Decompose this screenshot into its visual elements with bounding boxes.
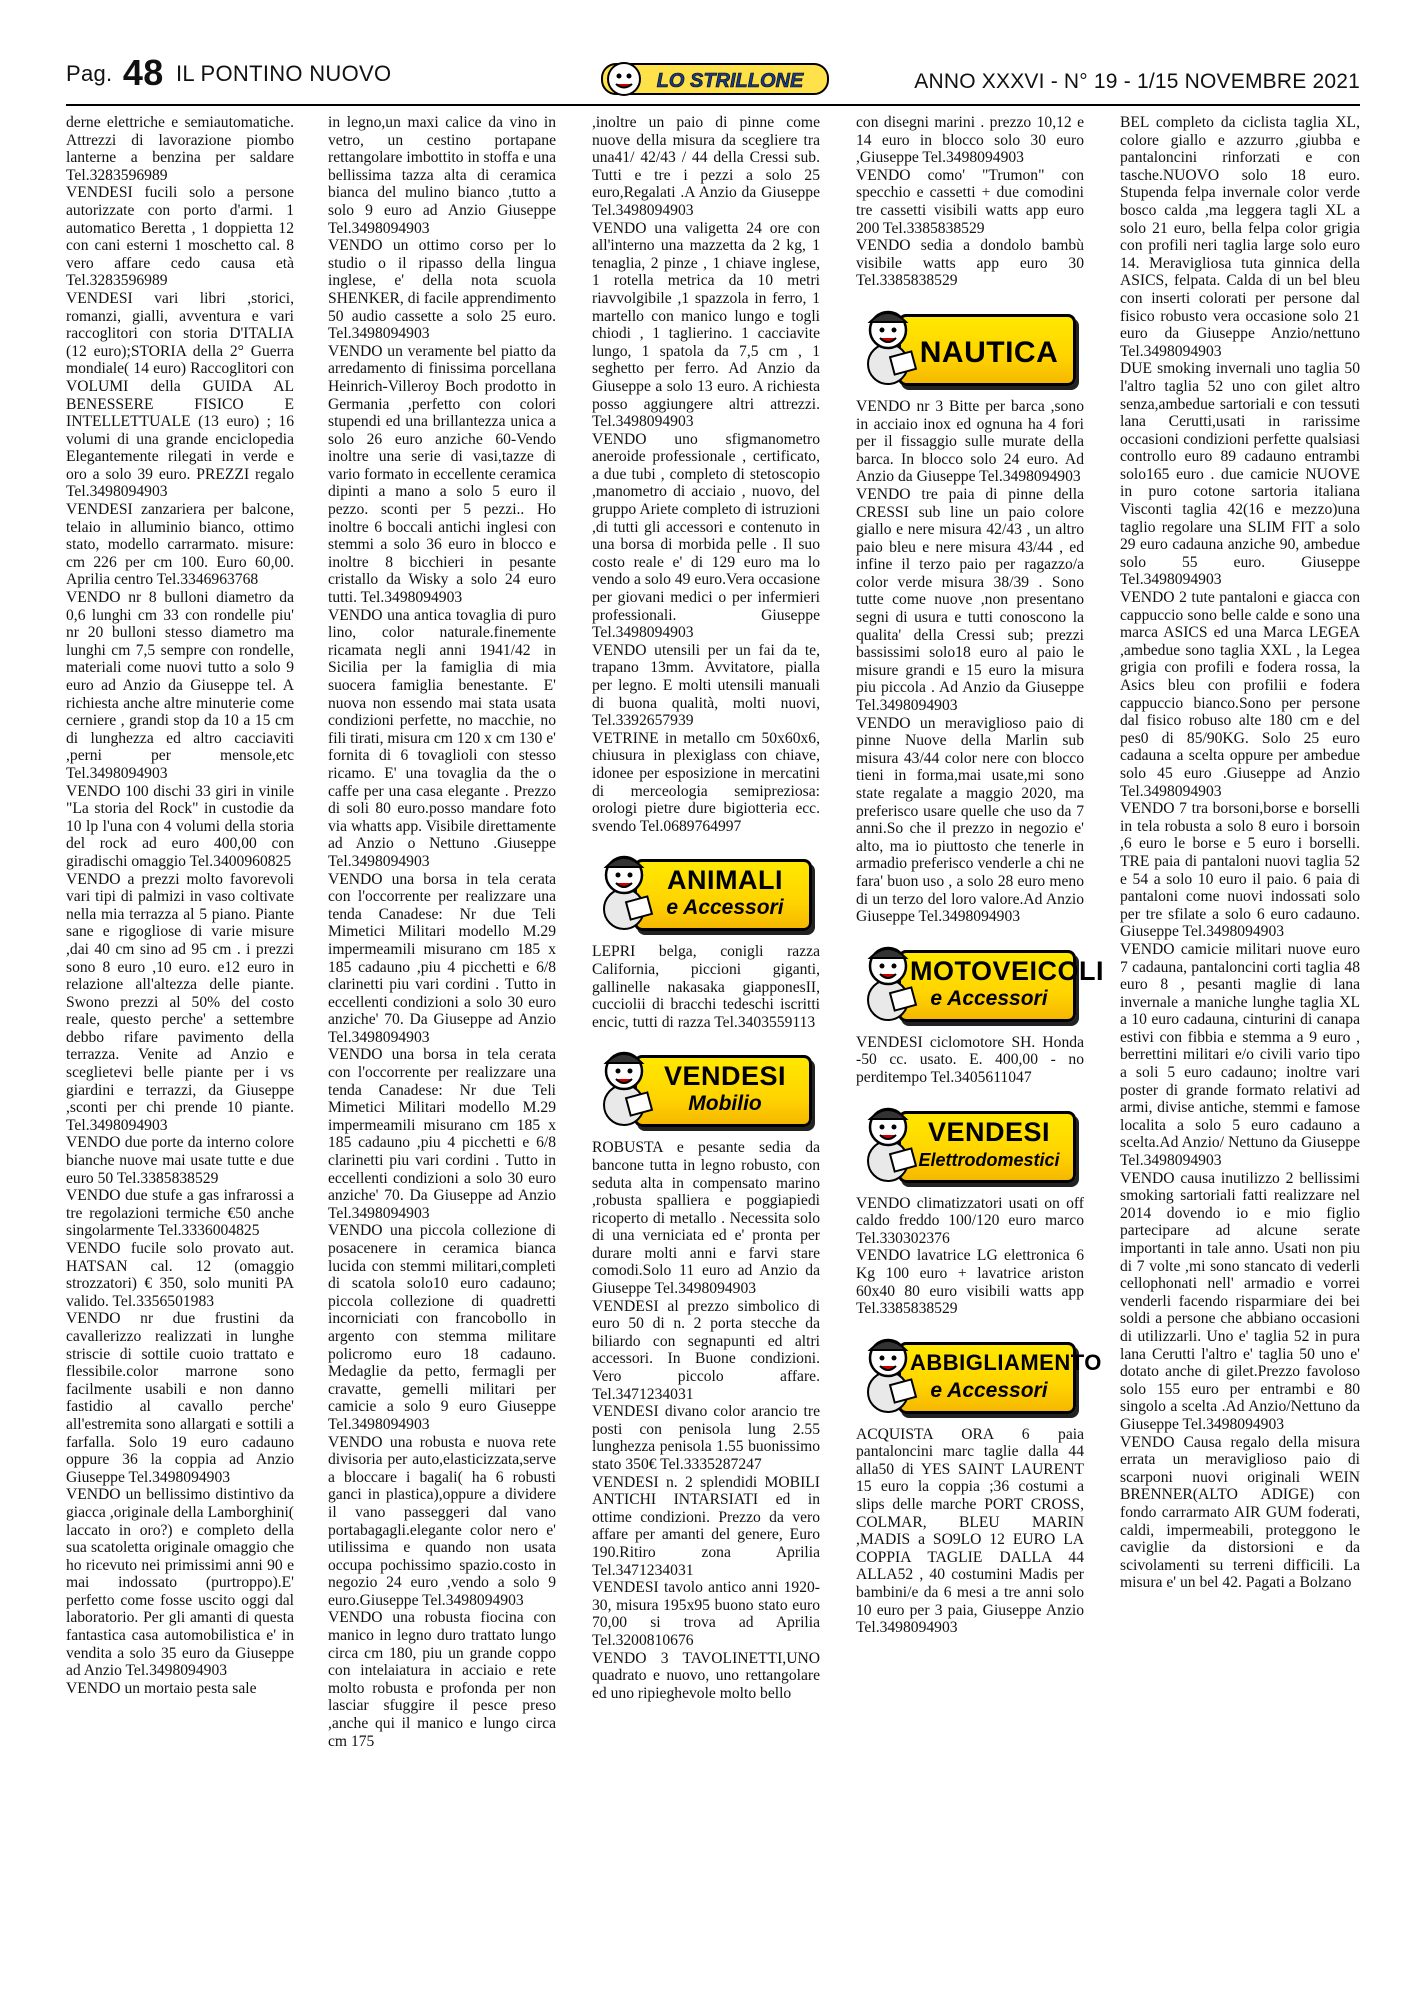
section-banner [858,936,1105,1024]
classified-ad: VENDO un mortaio pesta sale [66,1679,257,1697]
banner-subtitle: e Accessori [930,986,1048,1010]
classified-ad: VENDO due porte da interno colore bianche nuove mai usate tutte e due euro 50 Tel.3385838529 [66,1134,294,1187]
issue-info: ANNO XXXVI - N° 19 - 1/15 NOVEMBRE 2021 [914,70,1360,93]
newsboy-mascot-icon [594,1043,654,1127]
classified-ad: VENDESI vari libri ,storici, romanzi, gialli, avventura e vari raccoglitori con storia D'ITALIA (12 euro);STORIA della 2° Guerra mondiale( 14 euro) Raccoglitori con VOLUMI della GUIDA AL BENESSERE FISICO E INTELLETTUALE (13 euro) ; 16 volumi di una grande enciclopedia Elegantemente rilegati in verde e oro a solo 39 euro. PREZZI regalo Tel.3498094903 [66,289,294,501]
header-rule [66,104,1360,106]
page-header [66,52,1360,100]
banner-title: VENDESI [663,1061,787,1092]
classified-ad: ,inoltre un paio di pinne come nuove della misura da scegliere tra una41/ 42/43 / 44 della Cressi sub. Tutti e tre i pezzi a solo 25 euro,Regalati .A Anzio da Giuseppe Tel.3498094903 [592,114,820,219]
classified-ad: VENDO como' "Trumon" con specchio e cassetti + due comodini tre cassetti visibili watts app euro 200 Tel.3385838529 [856,166,1084,237]
logo-text: LO STRILLONE [656,70,804,92]
page-number: 48 [122,52,164,93]
classified-ad: VENDO nr 3 Bitte per barca ,sono in acciaio inox ed ognuna ha 4 fori per il fissaggio sulle murate della barca. In blocco solo 24 euro. Ad Anzio da Giuseppe Tel.3498094903 [856,397,1084,486]
newsboy-mascot-icon [858,1099,918,1183]
classified-ad: ROBUSTA e pesante sedia da bancone tutta in legno robusto, con seduta alta in compensato marino ,robusta spalliera e poggiapiedi ricoperto di metallo . Necessita solo di una verniciata ed e' pronta per durare molti anni e farvi stare comodi.Solo 11 euro ad Anzio da Giuseppe Tel.3498094903 [592,1139,820,1298]
banner-subtitle: e Accessori [666,896,784,920]
newsboy-mascot-icon [858,938,918,1022]
classified-ad: VENDO una valigetta 24 ore con all'interno una mazzetta da 2 kg, 1 tenaglia, 2 pinze , 1 chiave inglese, 1 rotella metrica da 10 metri riavvolgibile ,1 spazzola in ferro, 1 martello con manico lungo e togli chiodi , 1 taglierino. 1 cacciavite lungo, 1 spatola da 7,5 cm , 1 seghetto per ferro. Ad Anzio da Giuseppe a solo 13 euro. A richiesta posso aggiungere altri attrezzi. Tel.3498094903 [592,219,820,431]
section-banner [858,300,1072,388]
page-label: Pag. [66,61,113,86]
column-1 [66,114,294,1974]
classified-ad: VENDO camicie militari nuove euro 7 cadauna, pantaloncini corti taglia 48 euro 8 , pesanti maglie di lana invernale a maniche lunghe taglia XL a 10 euro cadauna, cinturini di canapa estivi con fibbia e stemma a 9 euro , berrettini militari e/o civili vario tipo a soli 5 euro cadauno; inoltre vari poster di grande formato relativi ad armi, divise antiche, stemmi e famose localita a solo 5 euro cadauno a scelta.Ad Anzio/ Nettuno da Giuseppe Tel.3498094903 [1120,940,1360,1170]
classified-ad: derne elettriche e semiautomatiche. Attrezzi di lavorazione piombo lanterne a benzina per saldare Tel.3283596989 [66,114,294,184]
classified-ad: VENDO 2 tute pantaloni e giacca con cappuccio sono belle calde e sono una marca ASICS ed una Marca LEGEA ,ambedue sono taglia XXL , la Legea grigia con profili e fodera rossa, la Asics bleu con profilii e fodera cappuccio bianco.Sono per persone dal fisico robuso alte 180 cm e del pes0 di 85/90KG. Solo 25 euro cadauna a scelta oppure per ambedue solo 45 euro .Giuseppe ad Anzio Tel.3498094903 [1120,589,1360,800]
classified-ad: VENDO tre paia di pinne della CRESSI sub line un paio colore giallo e nere misura 42/43 , un altro paio bleu e nere misura 43/44 , ed infine il terzo paio per ragazzo/a color verde misura 38/39 . Sono tutte come nuove ,non presentano segni di usura e tutti conoscono la qualita' della Cressi sub; prezzi bassissimi solo18 euro al paio le misure grandi e 15 euro la misura piu piccola . Ad Anzio da Giuseppe Tel.3498094903 [856,485,1084,715]
classified-ad: VENDO un ottimo corso per lo studio o il ripasso della lingua inglese, e' della nota scuola SHENKER, di facile apprendimento 50 audio cassette a solo 25 euro. Tel.3498094903 [328,237,556,343]
classified-ad: VENDO un veramente bel piatto da arredamento di finissima porcellana Heinrich-Villeroy Boch prodotto in Germania ,perfetto con colori stupendi ed una brillantezza unica a solo 26 euro anziche 60-Vendo inoltre una serie di vasi,tazze di vario formato in eccellente ceramica dipinti a mano a solo 5 euro il pezzo. sconti per 5 pezzi.. Ho inoltre 6 boccali antichi inglesi con stemmi a solo 36 euro in blocco e inoltre 8 bicchieri in pesante cristallo da Wisky a solo 24 euro tutti. Tel.3498094903 [328,342,556,607]
classified-ad: VENDO nr due frustini da cavallerizzo realizzati in lunghe striscie di sottile cuoio trattato e flessibile.color marrone sono facilmente usabili e non danno fastidio al cavallo perche' all'estremita sono allargati e sottili a farfalla. Solo 19 euro cadauno oppure 36 la coppia ad Anzio Giuseppe Tel.3498094903 [66,1310,294,1486]
classified-ad: VENDO 100 dischi 33 giri in vinile "La storia del Rock" in custodie da 10 lp l'una con 4 volumi della storia del rock ad euro 400,00 con giradischi omaggio Tel.3400960825 [66,782,294,870]
classified-ad: BEL completo da ciclista taglia XL, colore giallo e azzurro ,giubba e pantaloncini rinforzati e con tasche.NUOVO solo 18 euro. Stupenda felpa invernale color verde bosco calda ,ma leggera tagli XL a solo 21 euro, bella felpa color grigia con profili neri taglia large solo euro 14. Meravigliosa tuta ginnica della ASICS, felpata. Calda di un bel bleu con inserti colorati per persone dal fisico robusto vera occasione solo 21 euro da Giuseppe Anzio/nettuno Tel.3498094903 [1120,114,1360,360]
classified-ad: VENDO nr 8 bulloni diametro da 0,6 lunghi cm 33 con rondelle piu' nr 20 bulloni stesso diametro ma lunghi cm 7,5 sempre con rondelle, materiali come nuovi tutto a solo 9 euro ad Anzio da Giuseppe tel. A richiesta anche altre minuterie come cerniere , grandi stop da 10 a 15 cm di lunghezza ed altro cacciaviti ,perni per mensole,etc Tel.3498094903 [66,589,294,782]
banner-title: VENDESI [927,1116,1051,1147]
classified-ad: VENDO lavatrice LG elettronica 6 Kg 100 euro + lavatrice ariston 60x40 80 euro visibili watts app Tel.3385838529 [856,1247,1084,1318]
banner-title: ABBIGLIAMENTO [910,1349,1102,1375]
classified-ad: VENDO climatizzatori usati on off caldo freddo 100/120 euro marco Tel.330302376 [856,1194,1084,1247]
classified-ad: VETRINE in metallo cm 50x60x6, chiusura in plexiglass con chiave, idonee per esposizione in mercatini di merceologia semipreziosa: orologi pietre dure bigiotteria ecc. svendo Tel.0689764997 [592,729,820,835]
banner-subtitle: Elettrodomestici [918,1149,1060,1170]
classified-ad: VENDO un meraviglioso paio di pinne Nuove della Marlin sub misura 43/44 color nere con blocco tieni in forma,mai usate,mi sono state regalate a maggio 2020, ma preferisco usare quelle che uso da 7 anni.So che il prezzo in negozio e' alto, ma io piuttosto che tenerle in armadio preferisco venderle a chi ne fara' buon uso , a solo 28 euro meno di un terzo del loro valore.Ad Anzio Giuseppe Tel.3498094903 [856,714,1084,926]
newsboy-mascot-icon [594,847,654,931]
banner-title: ANIMALI [667,865,783,896]
classified-ad: VENDO causa inutilizzo 2 bellissimi smoking sartoriali fatti realizzare nel 2014 dovendo io e mio figlio partecipare ad alcune serate importanti in tale anno. Usati non piu di 7 volte ,mi sono stancato di vederli cellophonati nell' armadio e vorrei venderli facendo risparmiare dei bei soldi a persone che abbiano occasioni di utilizzarli. Uno e' taglia 52 in pura lana Cerutti l'altro e' taglia 50 uno e' dotato anche di gilet.Prezzo favoloso solo 155 euro per entrambi e 80 singolo a scelta .Ad Anzio/Nettuno da Giuseppe Tel.3498094903 [1120,1169,1360,1433]
lo-strillone-logo [600,60,830,98]
newsboy-mascot-icon [858,302,918,386]
classified-ad: VENDO una borsa in tela cerata con l'occorrente per realizzare una tenda Canadese: Nr due Teli Mimetici Militari modello M.29 impermeamili misurano cm 185 x 185 cadauno ,piu 4 picchetti e 6/8 clarinetti piu vari cordini . Tutto in eccellenti condizioni a solo 30 euro anziche' 70. Da Giuseppe ad Anzio Tel.3498094903 [328,870,556,1046]
classified-ad: VENDESI zanzariera per balcone, telaio in alluminio bianco, ottimo stato, modello carrarmato. misure: cm 226 per cm 100. Euro 60,00. Aprilia centro Tel.3346963768 [66,501,294,589]
classified-ad: VENDO sedia a dondolo bambù visibile watts app euro 30 Tel.3385838529 [856,237,1084,290]
classified-ad: VENDESI ciclomotore SH. Honda -50 cc. usato. E. 400,00 - no perditempo Tel.3405611047 [856,1033,1084,1086]
section-banner [594,1041,808,1129]
classified-ad: con disegni marini . prezzo 10,12 e 14 euro in blocco solo 30 euro ,Giuseppe Tel.3498094903 [856,114,1084,167]
classified-ad: in legno,un maxi calice da vino in vetro, un cestino portapane rettangolare imbottito in stoffa e una bellissima tazza alta di ceramica bianca del mulino bianco ,tutto a solo 9 euro ad Anzio Giuseppe Tel.3498094903 [328,114,556,237]
newspaper-name: IL PONTINO NUOVO [175,61,392,86]
classified-ad: VENDO una robusta e nuova rete divisoria per auto,elasticizzata,serve a bloccare i bagali( ha 6 robusti ganci in plastica),oppure a dividere il vano passeggeri dal vano portabagagli.elegante color nero e' utilissima e quando non usata occupa pochissimo spazio.costo in negozio 24 euro ,vendo a solo 9 euro.Giuseppe Tel.3498094903 [328,1433,556,1609]
classified-ad: VENDO un bellissimo distintivo da giacca ,originale della Lamborghini( laccato in oro?) e completo della sua scatoletta originale omaggio che ho ricevuto nei primissimi anni 90 e mai indossato (purtroppo).E' perfetto come fosse uscito oggi dal laboratorio. Per gli amanti di questa fantastica casa automobilistica e' in vendita a solo 35 euro da Giuseppe ad Anzio Tel.3498094903 [66,1486,294,1680]
classified-ad: VENDO fucile solo provato aut. HATSAN cal. 12 (omaggio strozzatori) € 350, solo muniti PA valido. Tel.3356501983 [66,1240,294,1310]
banner-subtitle: Mobilio [688,1092,762,1116]
classified-ad: VENDESI divano color arancio tre posti con penisola lung 2.55 lunghezza penisola 1.55 buonissimo stato 350€ Tel.3335287247 [592,1403,820,1473]
banner-title: MOTOVEICOLI [910,955,1105,986]
classified-ad: VENDESI al prezzo simbolico di euro 50 di n. 2 porta stecche da biliardo con segnapunti ed altri accessori. In Buone condizioni. Vero piccolo affare. Tel.3471234031 [592,1297,820,1403]
classified-ad: VENDO Causa regalo della misura errata un meraviglioso paio di scarponi nuovi originali WEIN BRENNER(ALTO ADIGE) con fondo carrarmato AIR GUM foderati, caldi, impermeabili, proteggono le caviglie da distorsioni e da scivolamenti su terreni difficili. La misura e' un bel 42. Pagati a Bolzano [1120,1433,1360,1592]
classified-ad: VENDO uno sfigmanometro aneroide professionale , certificato, a due tubi , completo di stetoscopio ,manometro di acciaio , nuovo, del gruppo Ariete completo di istruzioni ,di tutti gli accessori e contenuto in una borsa di morbida pelle . Il suo costo reale e' di 129 euro ma lo vendo a solo 49 euro.Vera occasione per giovani medici o per infermieri professionali. Giuseppe Tel.3498094903 [592,430,820,642]
classified-ad: VENDO 3 TAVOLINETTI,UNO quadrato e nuovo, uno rettangolare ed uno ripieghevole molto bello [592,1649,820,1702]
classified-ad: LEPRI belga, conigli razza California, piccioni giganti, gallinelle nakasaka giapponesII, cucciolii di bracchi tedeschi iscritti encic, tutti di razza Tel.3403559113 [592,943,820,1031]
column-2 [328,114,556,1974]
classified-ad: VENDESI n. 2 splendidi MOBILI ANTICHI INTARSIATI ed in ottime condizioni. Prezzo da vero affare per amanti del genere, Euro 190.Ritiro zona Aprilia Tel.3471234031 [592,1473,820,1579]
classified-ad: ACQUISTA ORA 6 paia pantaloncini marc taglie dalla 44 alla50 di YES SAINT LAURENT 15 euro la coppia ;36 costumi a slips delle marche PORT CROSS, COLMAR, BLEU MARIN ,MADIS a SO9LO 12 EURO LA COPPIA TAGLIE DALLA 44 ALLA52 , 40 costumini Madis per bambini/e da 6 mesi a tre anni solo 10 euro per 3 paia, Giuseppe Anzio Tel.3498094903 [856,1425,1084,1637]
section-banner [594,845,808,933]
classified-ad: VENDO due stufe a gas infrarossi a tre regolazioni termiche €50 anche singolarmente Tel.3336004825 [66,1187,294,1240]
classified-ad: VENDO una piccola collezione di posacenere in ceramica bianca lucida con stemmi militari,completi di scatola solo10 euro cadauno; piccola collezione di quadretti incorniciati con francobollo in argento con stemma militare policromo euro 18 cadauno. Medaglie da petto, fermagli per cravatte, gemelli militari per camicie a solo 9 euro Giuseppe Tel.3498094903 [328,1222,556,1433]
column-5 [1120,114,1360,1974]
classified-ad: VENDO una borsa in tela cerata con l'occorrente per realizzare una tenda Canadese: Nr due Teli Mimetici Militari modello M.29 impermeamili misurano cm 185 x 185 cadauno ,piu 4 picchetti e 6/8 clarinetti piu vari cordini . Tutto in eccellenti condizioni a solo 30 euro anziche' 70. Da Giuseppe ad Anzio Tel.3498094903 [328,1046,556,1222]
column-3 [592,114,820,1974]
classified-ad: VENDO a prezzi molto favorevoli vari tipi di palmizi in vaso coltivate nella mia terrazza al 5 piano. Piante sane e rigogliose di varie misure ,dai 40 cm sino ad 95 cm . i prezzi sono 8 euro ,10 euro. e12 euro in relazione all'altezza delle piante. Swono prezzi al 50% del costo reale, questo perche' a settembre debbo rifare pavimento della terrazza. Venite ad Anzio e sceglietevi belle piante per i vs giardini e terrazzi, da Giuseppe ,sconti per chi prende 10 piante. Tel.3498094903 [66,870,294,1134]
classified-ad: VENDO una antica tovaglia di puro lino, color naturale.finemente ricamata negli anni 1941/42 in Sicilia per la famiglia di mia suocera famiglia benestante. E' nuova non essendo mai stata usata condizioni perfette, no macchie, no fili tirati, misura cm 120 x cm 130 e' fornita di 6 tovaglioli con stesso ricamo. E' una tovaglia da the o caffe per una casa elegante . Prezzo di soli 80 euro.posso mandare foto via whatts app. Visibile direttamente ad Anzio o Nettuno .Giuseppe Tel.3498094903 [328,606,556,870]
classified-ad: VENDESI fucili solo a persone autorizzate con porto d'armi. 1 automatico Beretta , 1 doppietta 12 con cani esterni 1 moschetto cal. 8 vero affare cedo causa età Tel.3283596989 [66,184,294,290]
banner-title: NAUTICA [919,335,1059,369]
classified-ad: VENDO una robusta fiocina con manico in legno duro trattato lungo circa cm 180, piu un grande coppo con intelaiatura in acciaio e rete molto robusta e profonda per non lasciar sfuggire il pesce preso ,anche qui il manico e lungo circa cm 175 [328,1609,556,1750]
section-banner [858,1328,1102,1416]
column-4 [856,114,1105,1974]
classified-ad: VENDO 7 tra borsoni,borse e borselli in tela robusta a solo 8 euro i borsoin ,6 euro le borse e 5 euro i borselli. TRE paia di pantaloni nuovi taglia 52 e 54 a solo 10 euro il paio. 6 paia di pantaloni come nuovi indossati solo per tre sfilate a solo 6 euro cadauno. Giuseppe Tel.3498094903 [1120,800,1360,941]
section-banner [858,1097,1072,1185]
newsboy-mascot-icon [858,1330,918,1414]
header-left [66,52,391,94]
classified-ad: VENDESI tavolo antico anni 1920-30, misura 195x95 buono stato euro 70,00 si trova ad Aprilia Tel.3200810676 [592,1579,820,1649]
classified-ad: VENDO utensili per un fai da te, trapano 13mm. Avvitatore, pialla per legno. E molti utensili manuali di buona qualità, molti nuovi, Tel.3392657939 [592,641,820,730]
banner-subtitle: e Accessori [930,1378,1048,1402]
classified-ad: DUE smoking invernali uno taglia 50 l'altro taglia 52 uno con gilet altro senza,ambedue sartoriali e con tessuti lana Cerutti,usati in rarissime occasioni condizioni perfette qualsiasi controllo euro 89 cadauno entrambi solo165 euro . due camicie NUOVE in puro cotone sartoria italiana Visconti taglia 42(16 e mezzo)una taglio regolare una SLIM FIT a solo 29 euro cadauna anziche 90, ambedue solo 55 euro. Giuseppe Tel.3498094903 [1120,360,1360,589]
